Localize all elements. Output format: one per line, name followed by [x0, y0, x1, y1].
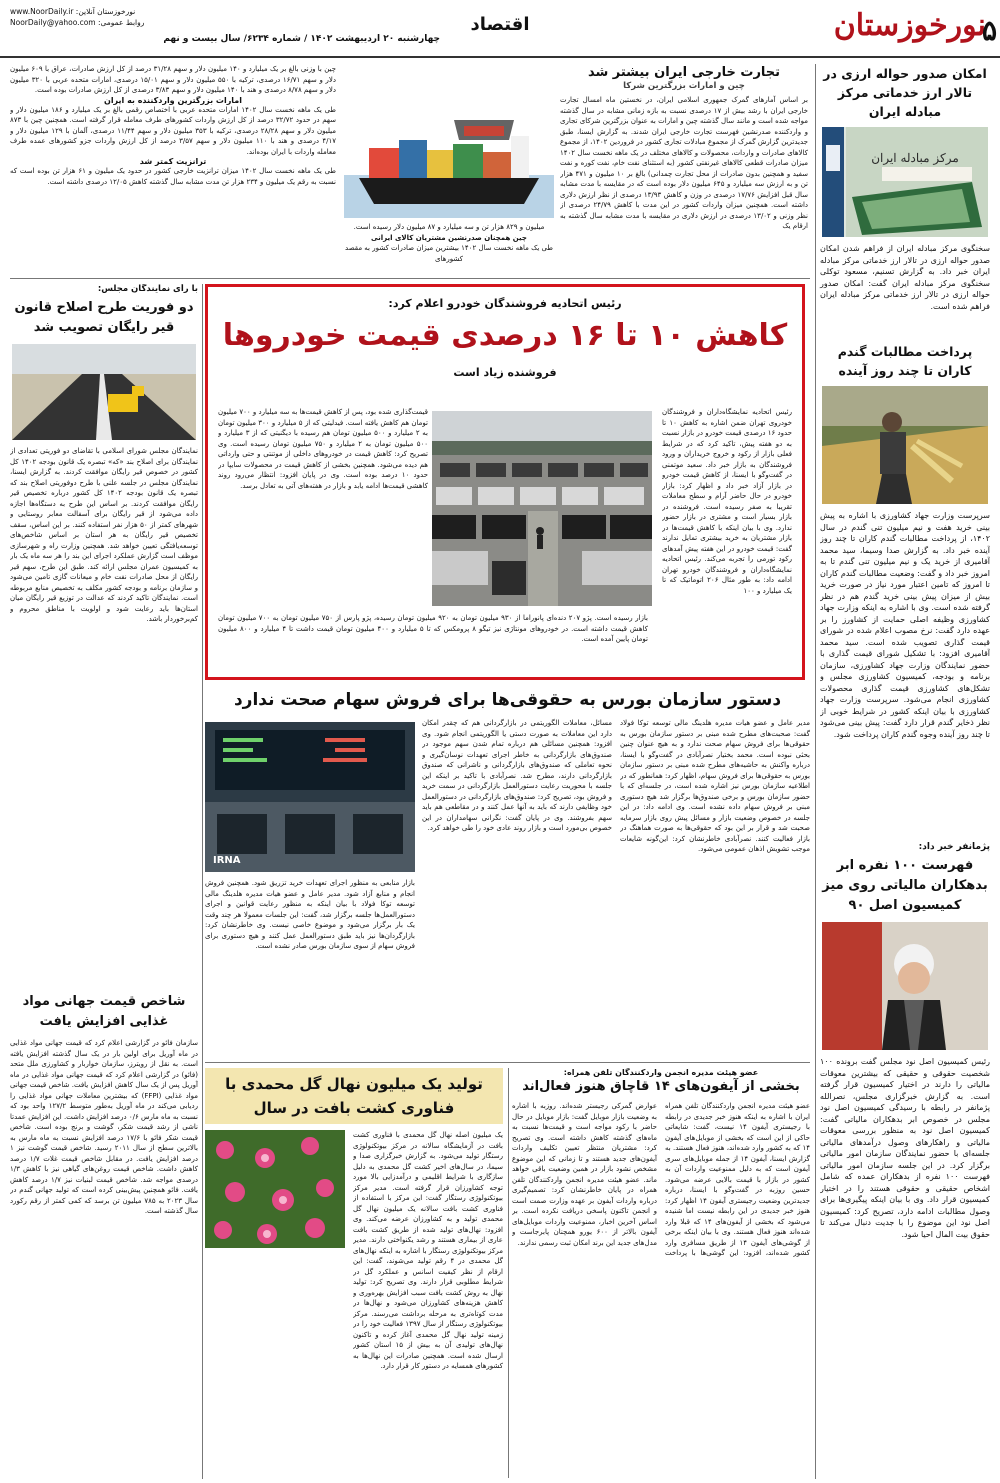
section-heading: چین همچنان صدرنشین مشتریان کالای ایرانی — [371, 233, 527, 242]
body: رئیس کمیسیون اصل نود مجلس گفت برونده ۱۰۰ شخصیت حقوقی و حقیقی که بیشترین معوقات مالیاتی را دارند در اختیار کمیسیون قرار گرفته است. به گزارش خبرگزاری مجلس، نصرالله پژمانفر در رابطه با رسیدگی کمیسیون اصل نود مجلس در خصوص ابر بدهکاران مالیاتی گفت: کمیسیون اصل نود به منظور بررسی معوقات مالیاتی و راهکارهای وصول درآمدهای مالیاتی جلسه‌ای با حضور نمایندگان سازمان امور مالیاتی برگزار کرد. در این جلسه سازمان امور مالیاتی فهرست ۱۰۰ نفره از بدهکاران عمده که شامل اشخاص حقیقی و حقوقی هستند را در اختیار کمیسیون قرار داد. وی با بیان اینکه پیگیری‌ها برای وصول مطالبات ادامه دارد، تصریح کرد: کمیسیون اصل نود این موضوع را با جدیت دنبال می‌کند تا حقوق بیت المال احیا شود. — [820, 1057, 990, 1239]
exchange-image — [822, 127, 988, 237]
body-right: مدیر عامل و عضو هیات مدیره هلدینگ مالی توسعه توکا فولاد گفت: صحبت‌های مطرح شده مبنی بر دستور سازمان بورس به حقوقی‌ها برای فروش سهام صحت ندارد و به هیچ عنوان چنین بحثی نبوده است. محمد بختیار نصرآبادی در گفت‌وگو با ایسنا، درباره واکنش به حاشیه‌های مطرح شده مبنی بر دستور سازمان بورس به حقوقی‌ها برای فروش سهام، اظهار کرد: همانطور که در اطلاعیه سازمان بورس نیز اشاره شده است، در جلسه‌ای که با حضور سازمان بورس و برخی صندوق‌ها برگزار شد هیچ دستوری مبنی بر فروش سهام داده نشده است. وی ادامه داد: در این جلسه در خصوص وضعیت بازار و مسائل پیش روی بازار سرمایه صحبت شد و قرار بر این بود که حقوقی‌ها به صورت هماهنگ در بازار فعالیت کنند. نصرآبادی خاطرنشان کرد: این‌گونه شایعات موجب تشویش اذهان عمومی می‌شود. — [620, 719, 810, 853]
headline: دو فوریت طرح اصلاح قانون قیر رایگان تصویب شد — [14, 300, 194, 335]
article-exchange — [820, 64, 990, 342]
body: سخنگوی مرکز مبادله ایران از فراهم شدن امکان صدور حواله ارزی در تالار ارز خدماتی مرکز مبادله ایران خبر داد. به گزارش تسنیم، مسعود توکلی سخنگوی مرکز مبادله ایران گفت: امکان صدور حواله ارزی در تالار ارز خدماتی مرکز مبادله ایران فراهم شده است. — [820, 244, 990, 311]
headline: فهرست ۱۰۰ نفره ابر بدهکاران مالیاتی روی میز کمیسیون اصل ۹۰ — [822, 858, 988, 913]
article-parliament — [10, 284, 198, 984]
kicker: پژمانفر خبر داد: — [918, 842, 990, 852]
headline: پرداخت مطالبات گندم کاران تا چند روز آینده — [837, 344, 973, 378]
row-rule — [205, 1062, 810, 1063]
stock-exchange-image — [205, 722, 415, 872]
wheat-farmer-image — [822, 386, 988, 504]
section-title: اقتصاد — [470, 14, 530, 35]
body: چین با وزنی بالغ بر یک میلیارد و ۱۴۰ میلیون دلار و سهم ۳۱/۲۸ درصد از کل ارزش صادرات، عراق با ۶۰۹ میلیون دلار و سهم ۱۶/۷۱ درصدی، ترکیه با ۵۵۰ میلیون دلار و سهم ۱۵/۰۱ درصدی، امارات متحده عربی با ۳۲۰ میلیون دلار و سهم ۸/۷۸ درصدی و هند با ۱۴۰ میلیون دلار و سهم ۳/۸۳ درصدی از کل ارزش صادرات بوده است. — [10, 65, 336, 94]
headline: تجارت خارجی ایران بیشتر شد — [587, 65, 781, 80]
article-trade-photo — [344, 100, 554, 218]
rose-field-image — [205, 1130, 345, 1248]
body-right: رئیس اتحادیه نمایشگاه‌داران و فروشندگان خودروی تهران ضمن اشاره به کاهش ۱۰ تا حدود ۱۶ درصدی قیمت خودرو در بازار نسبت به دو هفته پیش، تاکید کرد که در شرایط فعلی بازار از رکود و خروج خریداران و ورود فروشندگان به بازار خبر داد. سعید موتمنی در گفت‌وگو با ایسنا، از کاهش قیمت خودرو در بازار آزاد خبر داد و اظهار کرد: بازار خودرو در حال حاضر آرام و سطح معاملات تقریبا به صفر رسیده است. فروشنده در بازار بسیار است و مشتری در بازار حضور ندارد. وی با بیان اینکه با کاهش قیمت‌ها در بازار مشتریان به خرید بیشتری تمایل ندارند گفت: قیمت خودرو در این هفته پیش آمدهای رکود تورمی را تجربه می‌کند. رئیس اتحادیه نمایشگاه‌داران و فروشندگان خودرو تهران ادامه داد: به طور مثال ۲۰۶ اتوماتیک که تا یک میلیارد و ۱۰۰ — [662, 408, 792, 595]
contact-info — [10, 6, 144, 28]
issue-line: چهارشنبه ۲۰ اردیبهشت ۱۴۰۲ / شماره ۶۲۳۴/ سال بیست و نهم — [163, 34, 440, 44]
article-trade-mid-text — [344, 222, 554, 264]
caption-continued: طی یک ماهه نخست سال ۱۴۰۲ بیشترین میزان صادرات کشور به مقصد کشورهای — [345, 244, 553, 263]
exchange-sign-text: مرکز مبادله ایران — [871, 151, 959, 165]
column-rule — [508, 1068, 509, 1478]
kicker: رئیس اتحادیه فروشندگان خودرو اعلام کرد: — [388, 297, 622, 310]
body-left: قیمت‌گذاری شده بود، پس از کاهش قیمت‌ها به سه میلیارد و ۷۰۰ میلیون تومان هم کاهش یافته است. فیدلیتی که از ۵ میلیارد و ۳۰۰ میلیون تومان به ۲ میلیارد و ۵۰۰ میلیون تومان هم رسیده با دیگنیتی که از ۳ میلیارد و ۵۰۰ میلیون تومان به ۲ میلیارد و ۷۵۰ میلیون تومان رسیده است. وی تصریح کرد: کاهش قیمت در خودروهای داخلی از موتنتی و حتی وارداتی هم دیده می‌شود. همچنین بخشی از کاهش قیمت در محصولات سایپا در حدود ۱۰ درصد بوده است. وی در پایان افزود: انتظار می‌رود روند کاهشی قیمت‌ها ادامه یابد و بازار در هفته‌های آتی به تعادل برسد. — [218, 408, 428, 490]
headline: کاهش ۱۰ تا ۱۶ درصدی قیمت خودروها — [222, 318, 788, 353]
body: سرپرست وزارت جهاد کشاورزی با اشاره به پیش بینی خرید هفت و نیم میلیون تنی گندم در سال ۱۴۰۲، از پرداخت مطالبات گندم کاران تا چند روز آینده خبر داد. به گزارش صدا وسیما، سید محمد آقامیری از خرید یک و نیم میلیون تنی گندم تا به امروز خبر داد و گفت: وضعیت مطالبات گندم کاران تا امروز که تامین اعتبار مورد نیاز در صورت خرید بیش از میزان پیش بینی خرید گندم هم در نظر گرفته شده است. وی با اشاره به اینکه وزارت جهاد کشاورزی وظیفه اصلی حمایت از کشاورز را بر عهده دارد گفت: نرخ مصوب اعلام شده در شورای قیمت گذاری تصویب شده است. سید محمد آقامیری افزود: با تشکیل شورای قیمت گذاری با حضور نمایندگان وزارت جهاد کشاورزی، سازمان برنامه و بودجه، کمیسیون کشاورزی مجلس و تشکل‌های کشاورزی قیمت گذاری محصولات کشاورزی انجام می‌شود. سرپرست وزارت جهاد کشاورزی با بیان اینکه کشور در شرایط خوبی از نظر ذخایر گندم قرار دارد گفت: پیش بینی می‌شود تا چند روز آینده وجوه گندم کاران پرداخت شود. — [820, 511, 990, 739]
caption: میلیون و ۸۲۹ هزار تن و سه میلیارد و ۸۷ میلیون دلار رسیده است. — [353, 223, 545, 231]
row-rule — [10, 278, 810, 279]
body-2: طی یک ماهه نخست سال ۱۴۰۲ امارات متحده عربی با اختصاص رقمی بالغ بر یک میلیارد و ۱۸۶ میلیون دلار و سهم در حدود ۳۲/۷۲ درصد از کل ارزش واردات کشورهای طرف معامله قرار گرفته است. همچنین چین با ۸۷۳ میلیون دلار و سهم ۲۸/۲۸ درصدی، ترکیه با ۳۵۳ میلیون دلار و سهم ۱۱/۴۴ درصدی، آلمان با ۱۲۹ میلیون دلار و ۴/۱۷ درصدی و هند با ۱۱۰ میلیون دلار و سهم ۳/۵۷ درصد از کل ارزش واردات جزو کشورهای عمده طرف معامله واردات با ایران بوده‌اند. — [10, 105, 336, 156]
section-heading: امارات بزرگترین واردکننده به ایران — [103, 95, 242, 105]
subheadline: چین و امارات بزرگترین شرکا — [623, 81, 745, 91]
caption: بازار رسیده است. پژو ۲۰۷ دنده‌ای پانوراما از ۹۳۰ میلیون تومان به ۹۲۰ میلیون تومان رسیده، پژو پارس از ۷۵۰ میلیون تومان به ۷۰۰ میلیون تومان کاهش قیمت داشته است. در خودروهای مونتاژی نیز تیگو ۸ پرومکس که تا ۵ میلیارد و ۴۰۰ میلیون تومان قیمت داشت تا ۴ میلیارد و ۸۰۰ میلیون تومان پایین آمده است. — [218, 614, 648, 643]
headline: دستور سازمان بورس به حقوقی‌ها برای فروش سهام صحت ندارد — [233, 690, 782, 710]
body-left: بازار منابعی به منظور اجرای تعهدات خرید تزریق شود. همچنین فروش انجام و منابع آزاد شود. مدیر عامل و عضو هیات مدیره هلدینگ مالی توسعه توکا فولاد با بیان اینکه به منظور رعایت قوانین و اجرای دستورالعمل‌ها جلسه برگزار شد، گفت: این جلسات معمولا هر چند وقت یک بار برگزار می‌شود و موضوع خاصی نیست. وی خاطرنشان کرد: بازارگردان‌ها نیز باید طبق دستورالعمل عمل کنند و هیچ دستوری برای فروش سهام از سوی سازمان بورس صادر نشده است. — [205, 879, 415, 950]
article-tax — [820, 842, 990, 1478]
body: سازمان فائو در گزارشی اعلام کرد که قیمت جهانی مواد غذایی در ماه آوریل برای اولین بار در یک سال گذشته افزایش یافته است. به نقل از رویترز، سازمان خواربار و کشاورزی ملل متحد (فائو) در گزارشی اعلام کرد که قیمت جهانی مواد غذایی در ماه آوریل پس از یک سال کاهش افزایش یافت. شاخص قیمت جهانی مواد غذایی (FFPI) که بیشترین معاملات جهانی مواد غذایی را ردیابی می‌کند در ماه آوریل به‌طور متوسط ۱۲۷/۲ واحد بود که نسبت به ماه مارس ۰/۶ درصد افزایش داشت. این افزایش عمدتا ناشی از رشد قیمت شکر، گوشت و برنج بوده است. شاخص قیمت شکر فائو با ۱۷/۶ درصد افزایش نسبت به ماه مارس به بالاترین سطح از سال ۲۰۱۱ رسید. شاخص قیمت گوشت نیز ۱ درصد افزایش یافت. در مقابل شاخص قیمت غلات ۱/۷ درصد کاهش داشت. شاخص قیمت روغن‌های گیاهی نیز با کاهش ۱/۳ درصدی مواجه شد. شاخص قیمت لبنیات نیز ۱/۷ درصد کاهش یافت. فائو همچنین پیش‌بینی کرده است که تولید جهانی گندم در سال ۲۰۲۳ به ۷۸۵ میلیون تن برسد که کمی کمتر از رقم رکورد سال گذشته است. — [10, 1039, 198, 1215]
page-number: ۵ — [981, 14, 997, 47]
portrait-image — [822, 922, 988, 1050]
body: یک میلیون اصله نهال گل محمدی با فناوری کشت بافت در آزمایشگاه سالانه در مرکز بیوتکنولوژی رستگار تولید می‌شود. به گزارش خبرگزاری صدا و سیما، در سال‌های اخیر کشت گل محمدی به دلیل سازگاری با شرایط اقلیمی و درآمدزایی بالا مورد توجه کشاورزان قرار گرفته است. مدیر مرکز بیوتکنولوژی رستگار گفت: این مرکز با استفاده از فناوری کشت بافت سالانه یک میلیون نهال گل محمدی تولید و به کشاورزان عرضه می‌کند. وی افزود: نهال‌های تولید شده از طریق کشت بافت عاری از بیماری هستند و رشد یکنواختی دارند. مدیر مرکز بیوتکنولوژی رستگار با اشاره به اینکه نهال‌های گل محمدی در ۴ رقم تولید می‌شوند، گفت: این ارقام از نظر کیفیت اسانس و عملکرد گل در شرایط مطلوبی قرار دارند. وی تصریح کرد: تولید نهال به روش کشت بافت سبب افزایش بهره‌وری و کاهش هزینه‌های کشاورزان می‌شود و نهال‌ها در مدت کوتاه‌تری به مرحله برداشت می‌رسند. مرکز بیوتکنولوژی رستگار از سال ۱۳۹۷ فعالیت خود را در زمینه تولید نهال گل محمدی آغاز کرده و تاکنون نهال‌های تولیدی آن به بیش از ۱۵ استان کشور ارسال شده است. همچنین صادرات این نهال‌ها به کشورهای همسایه در دستور کار قرار دارد. — [353, 1131, 503, 1370]
email-line: NoorDaily@yahoo.com :روابط عمومی — [10, 18, 145, 27]
body-3: طی یک ماهه نخست سال ۱۴۰۲ میزان ترانزیت خارجی کشور در حدود یک میلیون و ۶۱ هزار تن بوده است که نسبت به رقم یک میلیون و ۲۳۴ هزار تن مدت مشابه سال گذشته کاهش ۱۲/۰۵ درصدی داشته است. — [10, 167, 336, 186]
headline: امکان صدور حواله ارزی در تالار ارز خدماتی مرکز مبادله ایران — [823, 66, 987, 119]
road-paving-image — [12, 344, 196, 440]
website-line: www.NoorDaily.ir :نورخوزستان آنلاین — [10, 7, 136, 16]
headline: تولید یک میلیون نهال گل محمدی با فناوری کشت بافت در سال — [205, 1068, 503, 1124]
article-cars — [205, 284, 805, 680]
headline: بخشی از آیفون‌های ۱۴ قاچاق هنوز فعال‌اند — [522, 1079, 800, 1094]
car-lot-image — [432, 411, 652, 606]
article-flowers — [205, 1068, 503, 1478]
body: نمایندگان مجلس شورای اسلامی با تقاضای دو فوریتی تعدادی از نمایندگان برای اصلاح بند «که» تبصره یک قانون بودجه ۱۴۰۲ کل کشور در خصوص قیر رایگان موافقت کردند. به گزارش ایسنا، نمایندگان مجلس در جلسه علنی با طرح دوفوریتی اصلاح بند که تبصره یک قانون بودجه ۱۴۰۲ کل کشور درباره تخصیص قیر رایگان موافقت کردند. بر اساس این طرح به دستگاه‌ها اجازه داده می‌شود از قیر رایگان برای آسفالت معابر روستایی و شهرهای کمتر از ۵۰ هزار نفر استفاده کنند. بر این اساس، سقف تخصیص قیر رایگان به هر استان بر اساس شاخص‌های توسعه‌یافتگی تعیین خواهد شد. همچنین وزارت راه و شهرسازی موظف است گزارش عملکرد اجرای این بند را هر سه ماه یک بار به کمیسیون عمران مجلس ارائه کند. طبق این طرح، سهم قیر رایگان از محل صادرات نفت خام و میعانات گازی تامین می‌شود و سازمان برنامه و بودجه کشور مکلف به تخصیص منابع مربوطه است. نمایندگان تاکید کردند که عدالت در توزیع قیر رایگان میان استان‌ها باید رعایت شود و اولویت با مناطق محروم و کم‌برخوردار باشد. — [10, 447, 198, 623]
article-food — [10, 992, 198, 1478]
cargo-ship-image — [344, 100, 554, 218]
article-trade-left — [10, 64, 336, 272]
kicker: با رأی نمایندگان مجلس: — [97, 284, 198, 294]
masthead — [0, 0, 1000, 58]
newspaper-logo: نورخوزستان — [833, 8, 986, 43]
subheadline: فروشنده زیاد است — [453, 366, 557, 379]
headline: شاخص قیمت جهانی مواد غذایی افزایش یافت — [22, 994, 186, 1029]
kicker: عضو هیئت مدیره انجمن واردکنندگان تلفن همراه: — [563, 1068, 759, 1077]
column-rule — [815, 64, 816, 1479]
section-heading-2: ترانزیت کمتر شد — [139, 157, 207, 166]
body: عضو هیئت مدیره انجمن واردکنندگان تلفن همراه ایران با اشاره به اینکه هنوز خبر جدیدی در رابطه با رجیستری آیفون ۱۴ نیست، گفت: شایعاتی حاکی از این است که بخشی از موبایل‌های آیفون ۱۴ که به کشور وارد شده‌اند، هنوز فعال هستند. به گزارش ایسنا، آیفون ۱۴ از جمله موبایل‌های سری آیفون است که به دلیل ممنوعیت واردات آن به کشور در بازار با قیمت بالایی عرضه می‌شود. حسین روزبه در گفت‌وگو با ایسنا، درباره جدیدترین وضعیت رجیستری آیفون ۱۴ اظهار کرد: هنوز خبر جدیدی در این رابطه نیست اما شنیده می‌شود که بخشی از آیفون‌های ۱۴ که قبلا وارد شده‌اند هنوز فعال هستند. وی با بیان اینکه برخی از گوشی‌های آیفون ۱۴ از طریق مسافری وارد کشور شده‌اند، افزود: این گوشی‌ها با پرداخت عوارض گمرکی رجیستر شده‌اند. روزبه با اشاره به وضعیت بازار موبایل گفت: بازار موبایل در حال حاضر با رکود مواجه است و قیمت‌ها نسبت به ماه‌های گذشته کاهش داشته است. وی تصریح کرد: مشتریان منتظر تعیین تکلیف واردات آیفون‌های جدید هستند و تا زمانی که این موضوع مشخص نشود بازار در همین وضعیت باقی خواهد ماند. عضو هیئت مدیره انجمن واردکنندگان تلفن همراه در پایان خاطرنشان کرد: تصمیم‌گیری درباره واردات آیفون بر عهده وزارت صمت است و انجمن تاکنون پاسخی دریافت نکرده است. بر اساس آخرین اخبار، ممنوعیت واردات موبایل‌های آیفون بالاتر از ۶۰۰ یورو همچنان پابرجاست و مدل‌های جدید این برند امکان ثبت رسمی ندارند. — [512, 1102, 810, 1257]
column-rule — [202, 284, 203, 1479]
body: بر اساس آمارهای گمرک جمهوری اسلامی ایران، در نخستین ماه امسال تجارت خارجی ایران با رشد بیش از ۱۷ درصدی نسبت به بازه زمانی مشابه در سال گذشته مواجه شده است و مانند سال گذشته چین و امارات به عنوان بزرگترین شرکای تجاری و واردکننده صدرنشین فهرست تجارت خارجی ایران شدند. به گزارش ایسنا، طبق جدیدترین گزارش گمرک از مجموع مبادلات تجاری کشور در فروردین ۱۴۰۲، از مجموع کالاهای صادرات و واردات، محصولات و کالاهای مختلف در یک ماهه نخست سال ۱۴۰۲ میزان صادرات قطعی کالاهای غیرنفتی کشور (به استثنای نفت خام، نفت کوره و نفت سفید و همچنین بدون صادرات از محل تجارت چمدانی) بالغ بر ۱۰ میلیون و ۴۷۱ هزار تن و به ارزش سه میلیارد و ۶۴۵ میلیون دلار بوده است که در مقایسه با مدت مشابه سال قبل افزایش ۱۷/۷۶ درصدی در وزن و کاهش ۱۳/۹۳ درصدی از نظر ارزش دلاری داشته است. همچنین میزان واردات کشور در این مدت با کاهش ۲۴/۷۹ درصدی از نظر وزنی و ۱۳/۰۲ درصدی در ارزش دلاری در مقایسه با مدت مشابه سال گذشته به ارقام یک — [560, 96, 808, 230]
article-iphone — [512, 1068, 810, 1478]
article-trade — [560, 64, 808, 272]
article-wheat — [820, 342, 990, 842]
body-mid: مسائل، معاملات الگوریتمی در بازارگردانی هم که چقدر امکان دارد این معاملات به صورت دستی یا الگوریتمی انجام شود. وی افزود: همچنین مسائلی هم درباره تمام شدن سهم موجود در صندوق‌های بازارگردانی به خاطر اجرای تعهدات نوسان‌گیری و نحوه تعاملی که صندوق‌های بازارگردانی و ناشرانی که صندوق بازارگردانی دارند، مطرح شد. نصرآبادی با تاکید بر اینکه این جلسه با محوریت رعایت دستورالعمل بازارگردانی در سمت خرید و فروش بود، تصریح کرد: صندوق‌های بازارگردانی در دستورالعمل خود وظایفی دارند که باید به آنها عمل کنند و در مقاطعی هم باید سهم بفروشند. وی در پایان گفت: نگرانی سهامداران در این خصوص بی‌مورد است و بازار روند عادی خود را طی خواهد کرد. — [422, 719, 612, 832]
article-bourse — [205, 688, 810, 1056]
agency-watermark: IRNA — [213, 855, 241, 866]
